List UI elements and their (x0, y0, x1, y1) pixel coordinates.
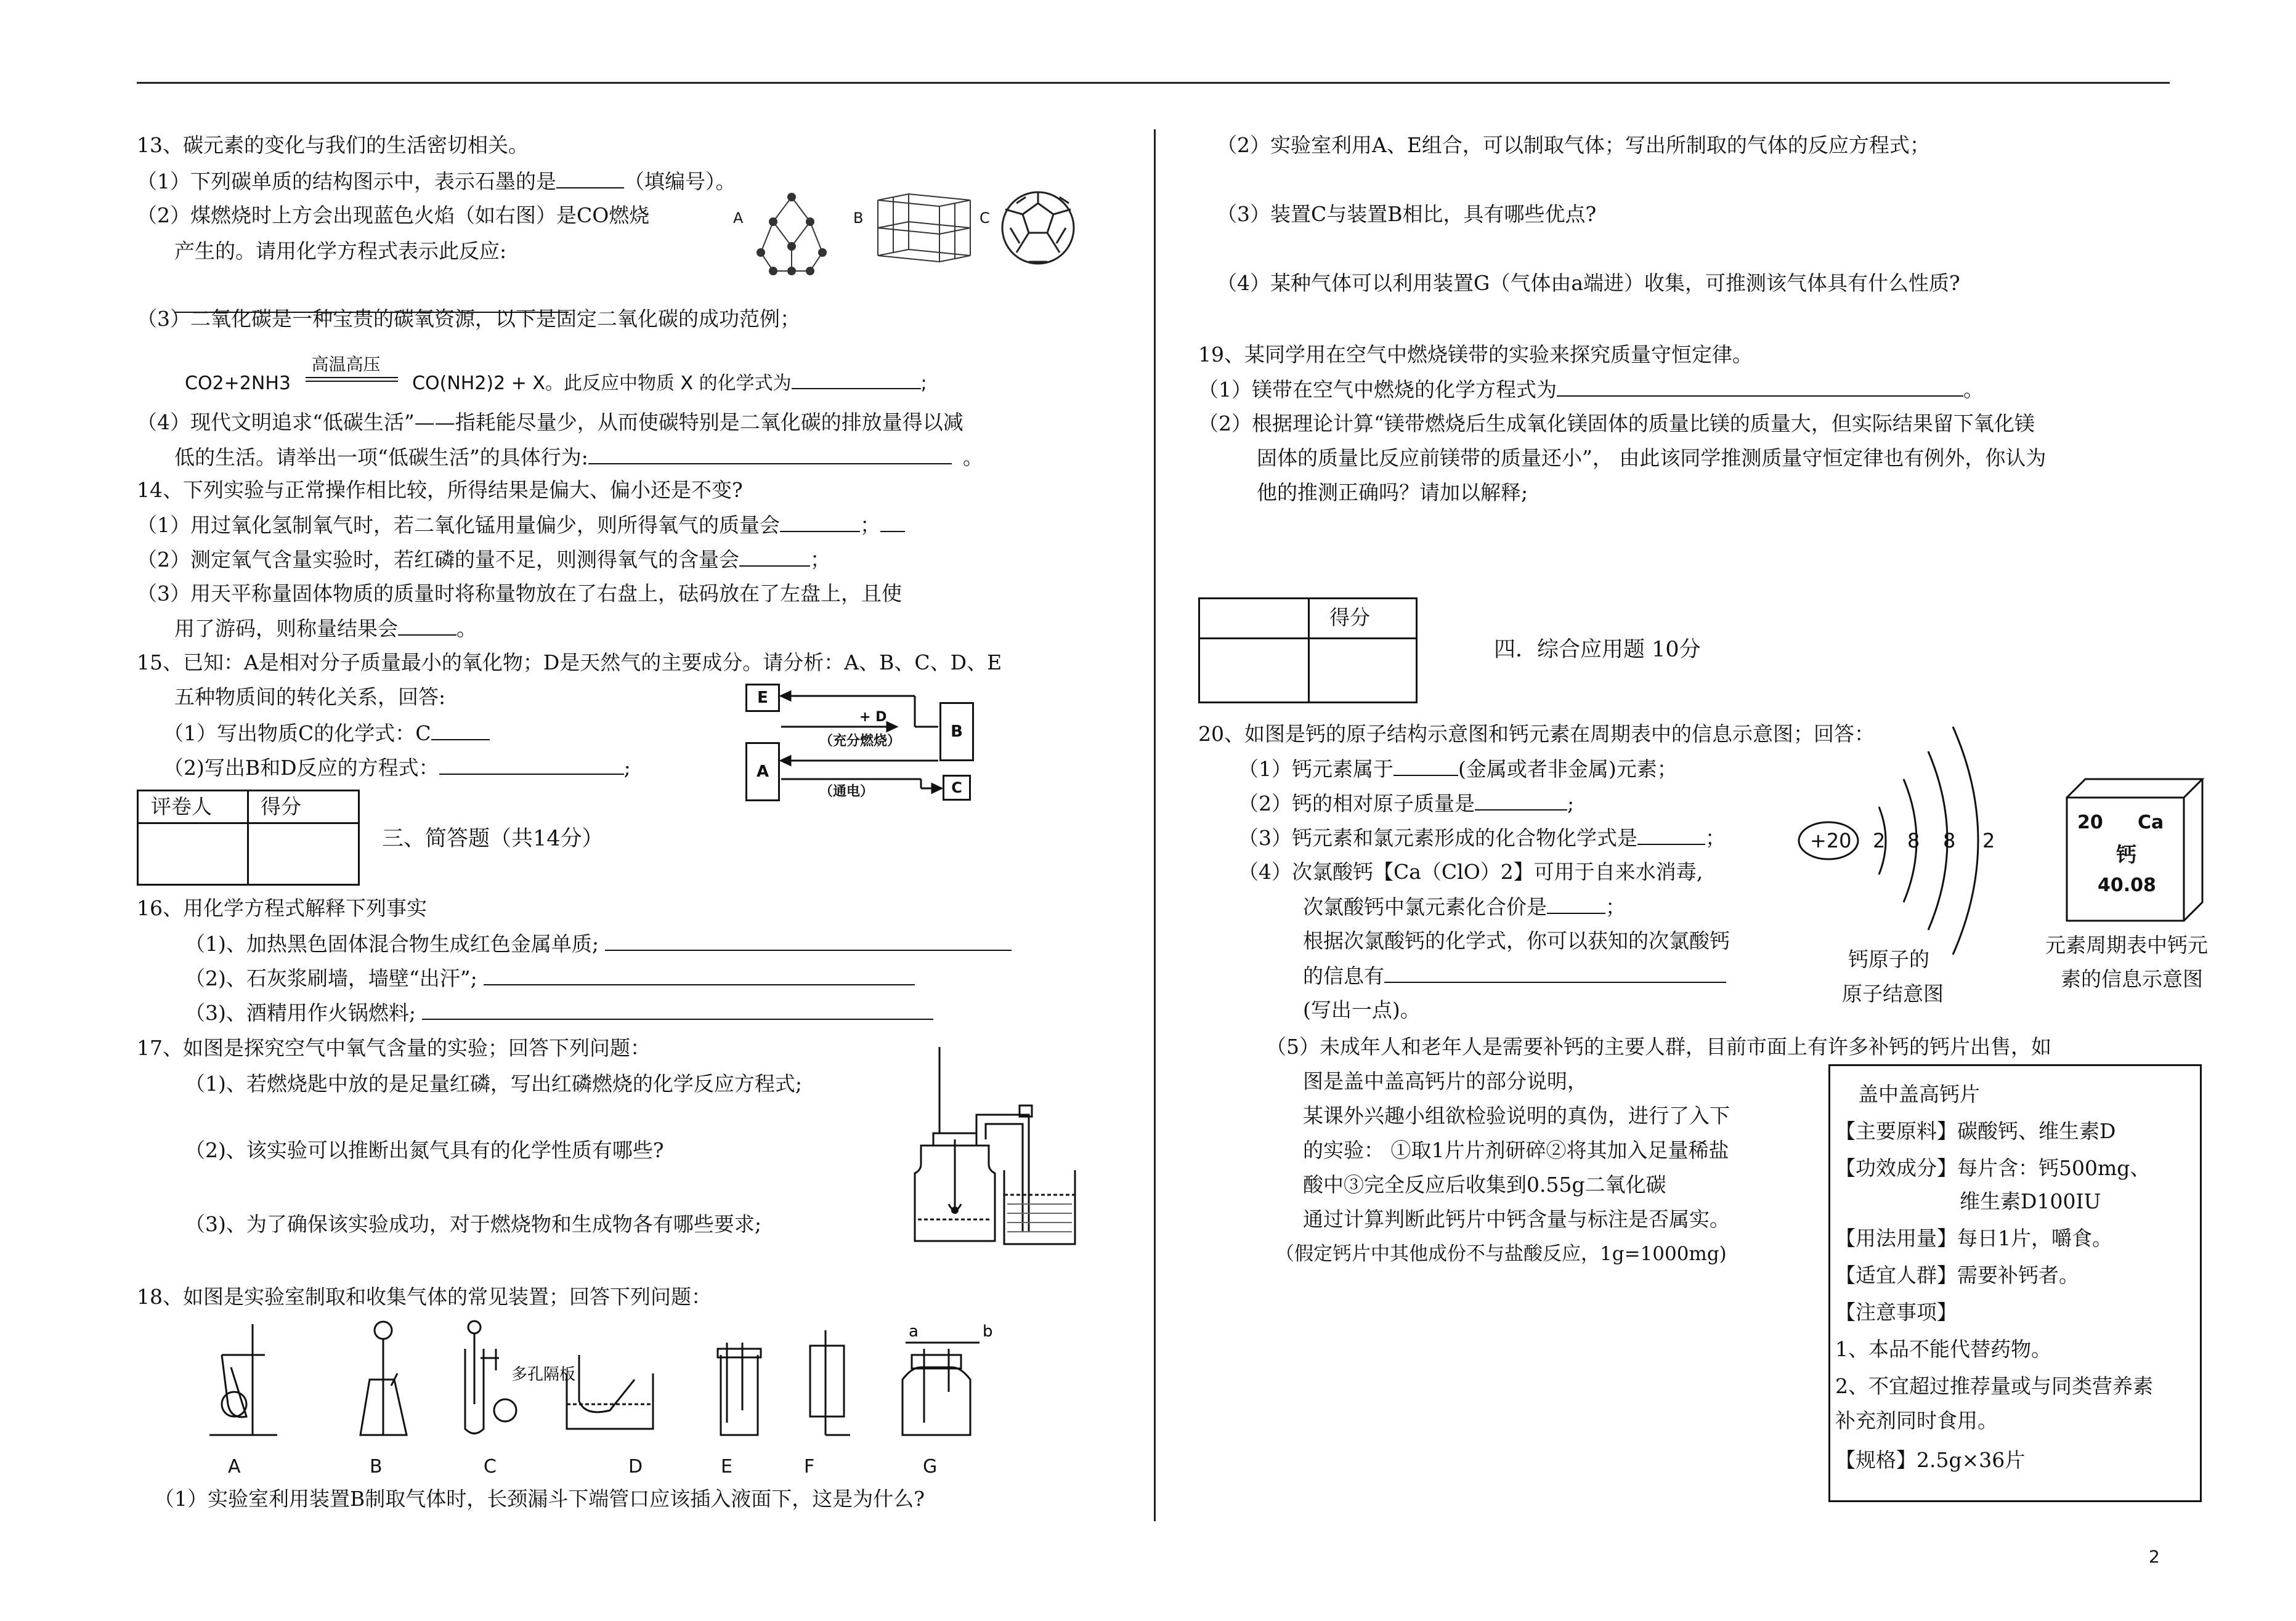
q19-part2c: 他的推测正确吗？请加以解释; (1257, 480, 1528, 504)
q15-part1-text: （1）写出物质C的化学式：C (163, 721, 431, 745)
q13-part1-end: （填编号）。 (624, 169, 736, 193)
q15-title-b: 五种物质间的转化关系，回答: (174, 685, 446, 709)
label-title: 盖中盖高钙片 (1858, 1082, 1980, 1106)
eq-condition: 高温高压 (311, 354, 381, 374)
q14-part3-end: 。 (456, 616, 477, 641)
q16-part3 (185, 1000, 933, 1025)
q16-part1-blank (605, 931, 1012, 951)
q15-diagram (742, 684, 989, 807)
q13-part2a: （2）煤燃烧时上方会出现蓝色火焰（如右图）是CO燃烧 (137, 203, 650, 227)
q13-part4-blank (588, 445, 952, 464)
q13-part3: （3）二氧化碳是一种宝贵的碳氧资源，以下是固定二氧化碳的成功范例； (137, 307, 800, 331)
label-effect: 【功效成分】每片含：钙500mg、 (1835, 1156, 2151, 1180)
q17-part1: （1)、若燃烧匙中放的是足量红磷，写出红磷燃烧的化学反应方程式; (185, 1072, 802, 1096)
q20-part1-blank (1393, 756, 1458, 776)
page-number: 2 (2149, 1546, 2160, 1567)
apparatus-label-d: D (628, 1456, 643, 1477)
eq-end: ; (920, 373, 927, 394)
q20-part5b: 图是盖中盖高钙片的部分说明， (1303, 1069, 1588, 1093)
q20-part4e: (写出一点)。 (1303, 998, 1421, 1022)
atom-shell-2: 8 (1907, 829, 1920, 852)
q16-part2-text: （2)、石灰浆刷墙，墙壁“出汗”; (185, 966, 477, 990)
q13-title: 13、碳元素的变化与我们的生活密切相关。 (137, 133, 529, 157)
q20-part4b-end: ； (1605, 895, 1626, 919)
q16-part1-text: （1)、加热黑色固体混合物生成红色金属单质; (185, 932, 599, 956)
right-score-header: 得分 (1329, 605, 1370, 629)
port-a-label: a (909, 1322, 919, 1341)
right-score-row-div (1200, 637, 1416, 639)
q14-title: 14、下列实验与正常操作相比较，所得结果是偏大、偏小还是不变? (137, 478, 743, 502)
atom-caption-1: 钙原子的 (1848, 947, 1929, 971)
eq-condition-arrow (306, 354, 398, 389)
label-notes: 【注意事项】 (1835, 1300, 1957, 1324)
label-audience: 【适宜人群】需要补钙者。 (1835, 1263, 2079, 1287)
element-number: 20 (2077, 812, 2103, 833)
q19-part1-text: （1）镁带在空气中燃烧的化学方程式为 (1198, 378, 1557, 402)
q16-part3-blank (422, 1000, 933, 1020)
q19-part1-end: 。 (1963, 378, 1984, 402)
label-spec: 【规格】2.5g×36片 (1835, 1448, 2026, 1472)
q15-label-plus-d: + D (859, 709, 887, 725)
apparatus-label-f: F (804, 1456, 815, 1477)
section3-heading: 三、简答题（共14分） (382, 827, 604, 851)
q20-part1 (1238, 756, 1677, 782)
q20-part4a: （4）次氯酸钙【Ca（ClO）2】可用于自来水消毒, (1238, 860, 1703, 884)
label-usage: 【用法用量】每日1片，嚼食。 (1835, 1226, 2112, 1250)
q20-part5e: 酸中③完全反应后收集到0.55g二氧化碳 (1303, 1173, 1666, 1197)
column-divider (1154, 129, 1156, 1521)
element-mass: 40.08 (2098, 875, 2156, 896)
label-note-1: 1、本品不能代替药物。 (1835, 1337, 2051, 1361)
q20-part1-text: （1）钙元素属于 (1238, 757, 1393, 781)
atom-shell-4: 2 (1982, 829, 1995, 852)
element-caption-2: 素的信息示意图 (2061, 967, 2203, 991)
q13-part4b-text: 低的生活。请举出一项“低碳生活”的具体行为: (174, 445, 588, 469)
q20-part5c: 某课外兴趣小组欲检验说明的真伪，进行了入下 (1303, 1104, 1730, 1128)
q15-arrows (742, 684, 989, 807)
q15-box-c: C (943, 775, 971, 801)
q16-part2-blank (484, 966, 915, 985)
apparatus-label-c: C (484, 1456, 497, 1477)
label-effect-2: 维生素D100IU (1960, 1189, 2101, 1213)
q15-part1 (163, 721, 490, 746)
c60-structure-image (998, 185, 1078, 271)
right-score-table (1198, 597, 1418, 703)
q14-part3-blank (398, 616, 456, 636)
q18-title: 18、如图是实验室制取和收集气体的常见装置；回答下列问题： (137, 1285, 712, 1309)
element-symbol: Ca (2138, 812, 2164, 833)
q15-box-b: B (939, 702, 974, 761)
graphite-structure-image (872, 188, 976, 274)
q20-part5d: 的实验： ①取1片片剂研碎②将其加入足量稀盐 (1303, 1138, 1729, 1162)
calcium-element-cell (2064, 776, 2205, 930)
q14-part2 (137, 547, 830, 572)
q19-part2b: 固体的质量比反应前镁带的质量还小”， 由此该同学推测质量守恒定律也有例外，你认为 (1257, 446, 2047, 470)
section4-heading: 四．综合应用题 10分 (1494, 637, 1701, 662)
q20-part3-blank (1637, 825, 1705, 845)
q15-part2-end: ; (623, 756, 631, 780)
q17-title: 17、如图是探究空气中氧气含量的实验；回答下列问题： (137, 1036, 651, 1060)
apparatus-label-a: A (228, 1456, 241, 1477)
q16-part1 (185, 931, 1012, 956)
q13-equation (185, 354, 927, 396)
q20-part4b (1303, 894, 1626, 920)
q20-part5f: 通过计算判断此钙片中钙含量与标注是否属实。 (1303, 1207, 1730, 1231)
calcium-tablet-label (1828, 1064, 2202, 1502)
top-rule (137, 82, 2170, 84)
q16-title: 16、用化学方程式解释下列事实 (137, 896, 427, 920)
q19-title: 19、某同学用在空气中燃烧镁带的实验来探究质量守恒定律。 (1198, 342, 1753, 366)
atom-nucleus: +20 (1810, 829, 1852, 852)
q20-part4b-blank (1547, 894, 1605, 914)
q14-part3b-text: 用了游码，则称量结果会 (174, 616, 398, 641)
q15-label-burn: （充分燃烧） (819, 734, 901, 749)
eq-left: CO2+2NH3 (185, 373, 291, 394)
q16-part2 (185, 966, 915, 991)
fig-label-b: B (853, 209, 864, 227)
q17-part3: （3)、为了确保该实验成功，对于燃烧物和生成物各有哪些要求; (185, 1212, 761, 1236)
eq-right: CO(NH2)2 + X。此反应中物质 X 的化学式为 (412, 373, 792, 394)
q19-part1-blank (1557, 377, 1963, 397)
q13-part4b (174, 445, 983, 470)
element-caption-1: 元素周期表中钙元 (2045, 933, 2208, 957)
q14-part3a: （3）用天平称量固体物质的质量时将称量物放在了右盘上，砝码放在了左盘上，且使 (137, 581, 902, 605)
q20-part4c: 根据次氯酸钙的化学式，你可以获知的次氯酸钙 (1303, 929, 1730, 953)
left-score-header-score: 得分 (261, 794, 301, 819)
port-b-label: b (983, 1322, 993, 1341)
q20-part2-end: ; (1567, 791, 1575, 815)
atom-shell-3: 8 (1943, 829, 1956, 852)
q18-part2: （2）实验室利用A、E组合，可以制取气体；写出所制取的气体的反应方程式； (1217, 133, 1930, 157)
q16-part3-text: （3)、酒精用作火锅燃料; (185, 1001, 416, 1025)
q13-part1-blank (556, 169, 624, 188)
fig-label-a: A (733, 209, 744, 227)
q14-part1-blank (780, 512, 860, 532)
q18-part3: （3）装置C与装置B相比，具有哪些优点? (1217, 202, 1597, 226)
q20-part5g: （假定钙片中其他成份不与盐酸反应，1g=1000mg) (1275, 1243, 1727, 1265)
label-note-2: 2、不宜超过推荐量或与同类营养素 (1835, 1374, 2153, 1398)
q20-part4b-text: 次氯酸钙中氯元素化合价是 (1303, 895, 1547, 919)
q13-x-blank (792, 370, 921, 389)
apparatus-label-b: B (370, 1456, 383, 1477)
q13-part1 (137, 169, 736, 194)
q14-part1-end: ； (860, 513, 880, 537)
diamond-structure-image (748, 185, 835, 277)
q20-part3-end: ； (1705, 826, 1726, 850)
atom-shell-1: 2 (1873, 829, 1886, 852)
left-score-header-grader: 评卷人 (151, 794, 212, 819)
q20-part2-text: （2）钙的相对原子质量是 (1238, 791, 1475, 815)
q13-part4a: （4）现代文明追求“低碳生活”——指耗能尽量少，从而使碳特别是二氧化碳的排放量得以减 (137, 410, 963, 434)
q15-box-e: E (745, 684, 780, 712)
q15-part2 (163, 755, 631, 780)
q14-part3b (174, 616, 477, 641)
left-score-col-div (247, 791, 249, 884)
label-ingredients: 【主要原料】碳酸钙、维生素D (1835, 1119, 2116, 1143)
q20-part4d-blank (1384, 963, 1726, 983)
q20-part3-text: （3）钙元素和氯元素形成的化合物化学式是 (1238, 826, 1637, 850)
q20-part2-blank (1475, 791, 1567, 810)
q14-part1 (137, 512, 905, 538)
q20-part1-end: (金属或者非金属)元素； (1458, 757, 1677, 781)
q14-part2-blank (739, 547, 810, 567)
q15-label-elec: （通电） (819, 784, 874, 799)
q20-part5a: （5）未成年人和老年人是需要补钙的主要人群，目前市面上有许多补钙的钙片出售，如 (1266, 1035, 2051, 1059)
q19-part2a: （2）根据理论计算“镁带燃烧后生成氧化镁固体的质量比镁的质量大，但实际结果留下氧化镁 (1198, 411, 2035, 435)
porous-plate-label: 多孔隔板 (511, 1365, 576, 1384)
oxygen-content-apparatus-image (899, 1047, 1078, 1250)
q14-part1-text: （1）用过氧化氢制氧气时，若二氧化锰用量偏少，则所得氧气的质量会 (137, 513, 780, 537)
q13-part4-end: 。 (962, 445, 983, 469)
q20-part3 (1238, 825, 1726, 851)
right-score-col-div (1308, 599, 1310, 701)
q20-part4d-text: 的信息有 (1303, 964, 1384, 988)
q20-title: 20、如图是钙的原子结构示意图和钙元素在周期表中的信息示意图；回答： (1198, 722, 1875, 746)
q15-part2-text: （2)写出B和D反应的方程式： (163, 756, 439, 780)
q19-part1 (1198, 377, 1984, 402)
q14-part2-end: ； (810, 548, 830, 572)
carbon-structures-figure (733, 185, 1140, 277)
q20-part2 (1238, 791, 1574, 816)
label-note-2b: 补充剂同时食用。 (1835, 1409, 1998, 1433)
q14-part2-text: （2）测定氧气含量实验时，若红磷的量不足，则测得氧气的含量会 (137, 548, 739, 572)
q13-part2b: 产生的。请用化学方程式表示此反应: (174, 239, 507, 263)
q18-part4: （4）某种气体可以利用装置G（气体由a端进）收集，可推测该气体具有什么性质? (1217, 271, 1960, 295)
gas-apparatus-figure (185, 1312, 1010, 1466)
q14-part1-trail (880, 512, 905, 532)
q15-part2-blank (439, 755, 624, 775)
left-score-row-div (139, 822, 358, 824)
q17-part2: （2)、该实验可以推断出氮气具有的化学性质有哪些? (185, 1138, 664, 1162)
q15-box-a: A (745, 742, 780, 801)
q15-part1-blank (431, 721, 490, 740)
calcium-atom-diagram (1787, 721, 2033, 1016)
q15-title-a: 15、已知：A是相对分子质量最小的氧化物；D是天然气的主要成分。请分析：A、B、C、D、E (137, 650, 1002, 674)
atom-caption-2: 原子结意图 (1842, 982, 1944, 1006)
apparatus-label-e: E (721, 1456, 732, 1477)
q18-part1: （1）实验室利用装置B制取气体时，长颈漏斗下端管口应该插入液面下，这是为什么? (154, 1487, 925, 1511)
apparatus-label-g: G (923, 1456, 938, 1477)
q20-part4d (1303, 963, 1726, 988)
q13-part1-text: （1）下列碳单质的结构图示中，表示石墨的是 (137, 169, 556, 193)
left-score-table (137, 790, 360, 886)
element-name: 钙 (2116, 843, 2136, 867)
fig-label-c: C (980, 209, 990, 227)
